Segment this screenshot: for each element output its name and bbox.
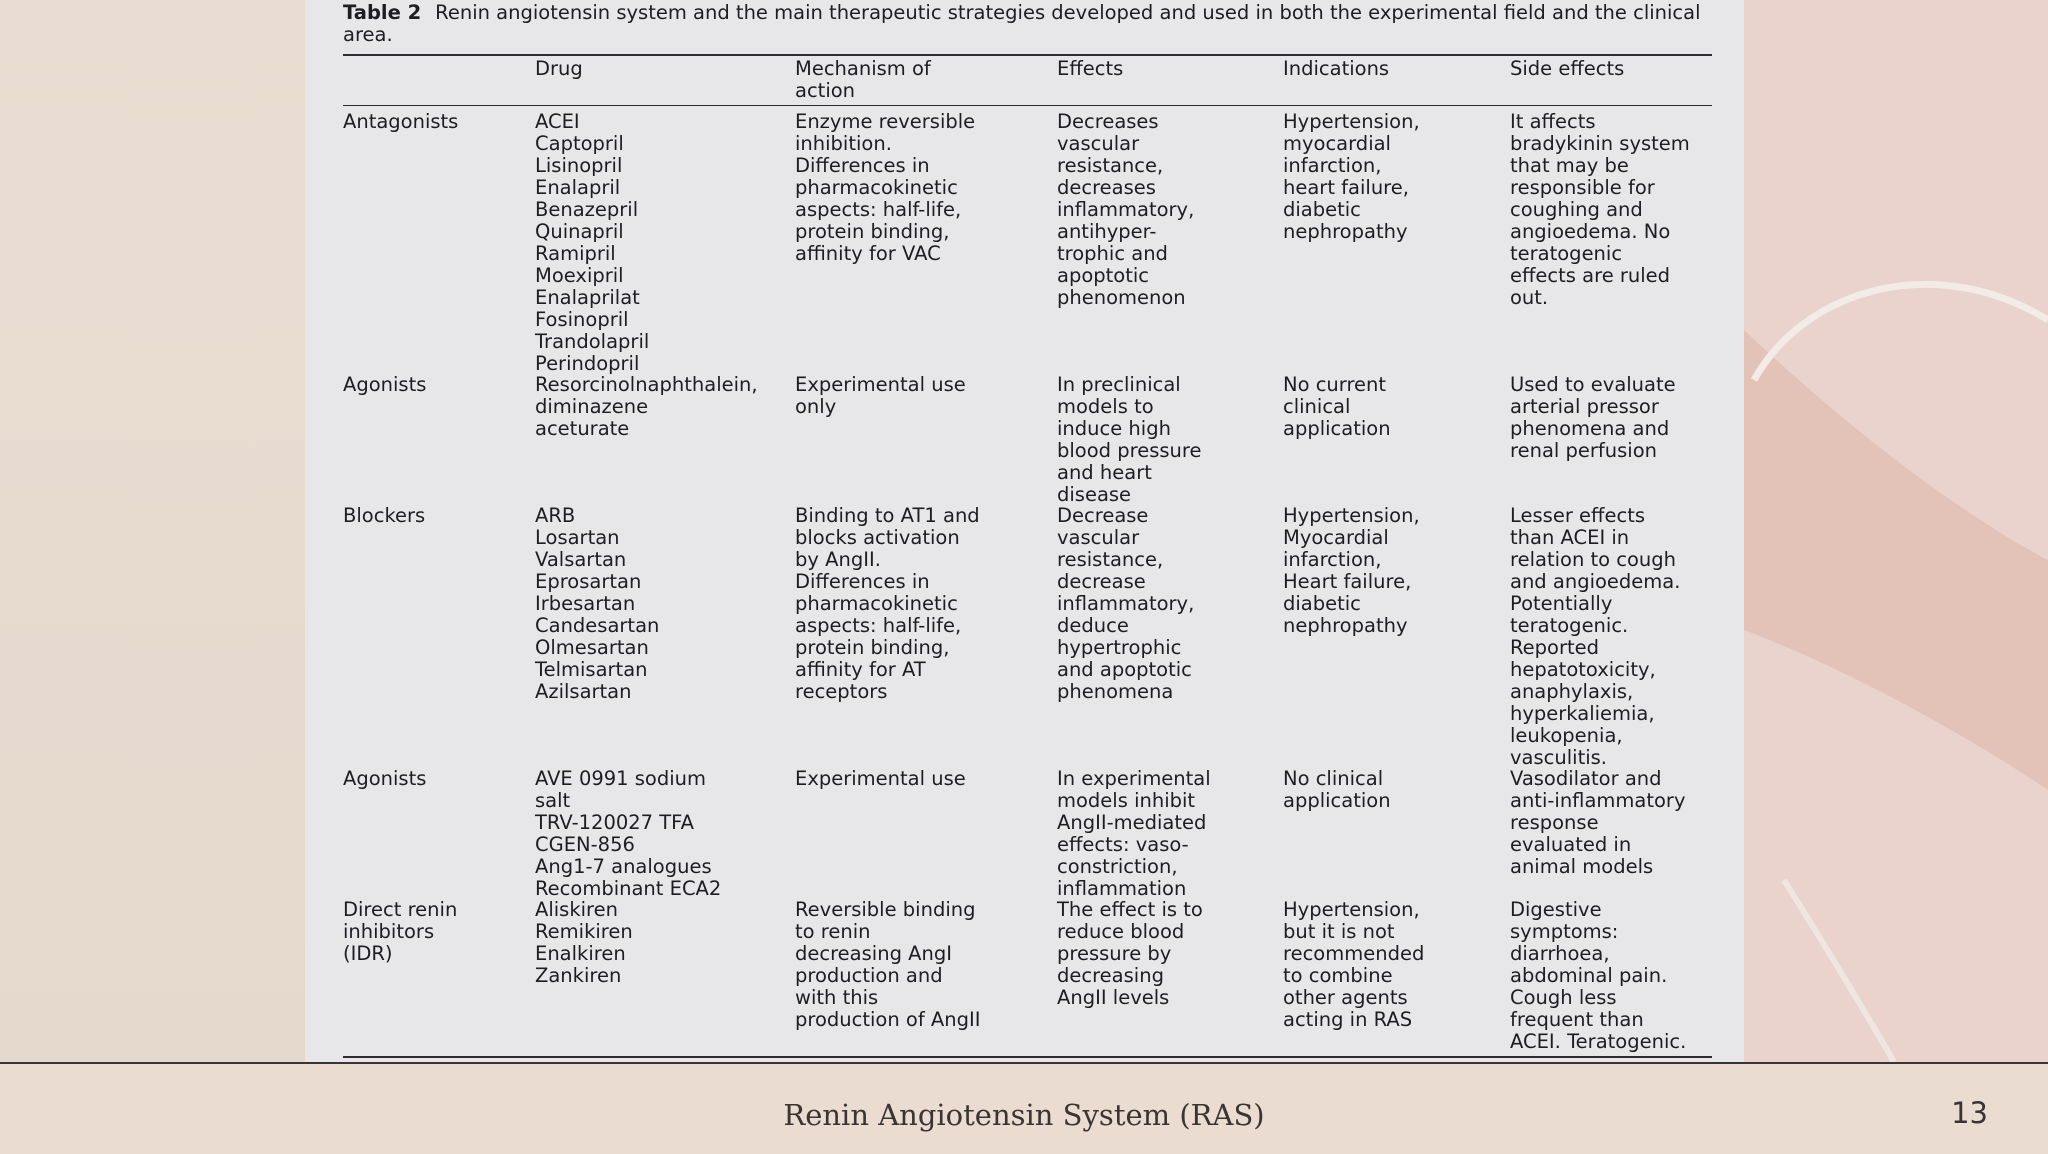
page-number: 13 <box>1951 1096 1988 1130</box>
row-category: Agonists <box>343 373 427 396</box>
row-drug: Aliskiren Remikiren Enalkiren Zankiren <box>535 898 633 987</box>
table-caption <box>343 2 1713 46</box>
row-mechanism: Enzyme reversible inhibition. Differences in pharmacokinetic aspects: half-life, protein binding, affinity for VAC <box>795 110 976 265</box>
table-top-rule <box>343 54 1712 56</box>
row-side-effects: Digestive symptoms: diarrhoea, abdominal pain. Cough less frequent than ACEI. Teratogenic. <box>1510 898 1687 1053</box>
row-mechanism: Experimental use only <box>795 373 966 418</box>
header-mechanism: Mechanism of action <box>795 57 931 102</box>
header-indications: Indications <box>1283 57 1390 80</box>
header-rule <box>343 105 1712 106</box>
row-effects: In experimental models inhibit AngII-mediated effects: vaso- constriction, inflammation <box>1057 767 1211 900</box>
row-effects: Decreases vascular resistance, decreases inflammatory, antihyper- trophic and apoptotic phenomenon <box>1057 110 1195 309</box>
row-drug: AVE 0991 sodium salt TRV-120027 TFA CGEN-856 Ang1-7 analogues Recombinant ECA2 <box>535 767 722 900</box>
row-category: Agonists <box>343 767 427 790</box>
row-indications: Hypertension, myocardial infarction, heart failure, diabetic nephropathy <box>1283 110 1420 243</box>
row-side-effects: Used to evaluate arterial pressor phenomena and renal perfusion <box>1510 373 1676 462</box>
row-indications: Hypertension, Myocardial infarction, Heart failure, diabetic nephropathy <box>1283 504 1420 637</box>
row-drug: ACEI Captopril Lisinopril Enalapril Benazepril Quinapril Ramipril Moexipril Enalaprilat Fosinopril Trandolapril Perindopril <box>535 110 650 375</box>
row-effects: The effect is to reduce blood pressure by decreasing AngII levels <box>1057 898 1203 1009</box>
row-drug: Resorcinolnaphthalein, diminazene aceturate <box>535 373 758 440</box>
row-indications: No current clinical application <box>1283 373 1391 440</box>
row-category: Antagonists <box>343 110 459 133</box>
decorative-arc <box>1744 0 2048 1062</box>
header-drug: Drug <box>535 57 583 80</box>
row-side-effects: Lesser effects than ACEI in relation to cough and angioedema. Potentially teratogenic. Reported hepatotoxicity, anaphylaxis, hyperkaliemia, leukopenia, vasculitis. <box>1510 504 1681 769</box>
row-category: Direct renin inhibitors (IDR) <box>343 898 458 965</box>
row-effects: Decrease vascular resistance, decrease inflammatory, deduce hypertrophic and apoptotic phenomena <box>1057 504 1195 703</box>
row-effects: In preclinical models to induce high blood pressure and heart disease <box>1057 373 1202 506</box>
row-side-effects: Vasodilator and anti-inflammatory response evaluated in animal models <box>1510 767 1686 878</box>
row-indications: No clinical application <box>1283 767 1391 812</box>
table-caption-text: Renin angiotensin system and the main therapeutic strategies developed and used in both the experimental field and the clinical area. <box>343 1 1701 46</box>
row-mechanism: Experimental use <box>795 767 966 790</box>
row-mechanism: Reversible binding to renin decreasing AngI production and with this production of AngII <box>795 898 981 1031</box>
row-mechanism: Binding to AT1 and blocks activation by AngII. Differences in pharmacokinetic aspects: half-life, protein binding, affinity for AT receptors <box>795 504 980 703</box>
right-decor-panel <box>1744 0 2048 1062</box>
slide-content-panel <box>305 0 1744 1062</box>
table-image <box>305 0 1744 1062</box>
row-side-effects: It affects bradykinin system that may be responsible for coughing and angioedema. No teratogenic effects are ruled out. <box>1510 110 1690 309</box>
table-caption-label: Table 2 <box>343 1 422 24</box>
row-category: Blockers <box>343 504 426 527</box>
row-drug: ARB Losartan Valsartan Eprosartan Irbesartan Candesartan Olmesartan Telmisartan Azilsartan <box>535 504 660 703</box>
header-side-effects: Side effects <box>1510 57 1625 80</box>
table-bottom-rule <box>343 1056 1712 1058</box>
header-effects: Effects <box>1057 57 1124 80</box>
row-indications: Hypertension, but it is not recommended to combine other agents acting in RAS <box>1283 898 1425 1031</box>
left-decor-panel <box>0 0 305 1062</box>
footer-title: Renin Angiotensin System (RAS) <box>783 1098 1265 1132</box>
